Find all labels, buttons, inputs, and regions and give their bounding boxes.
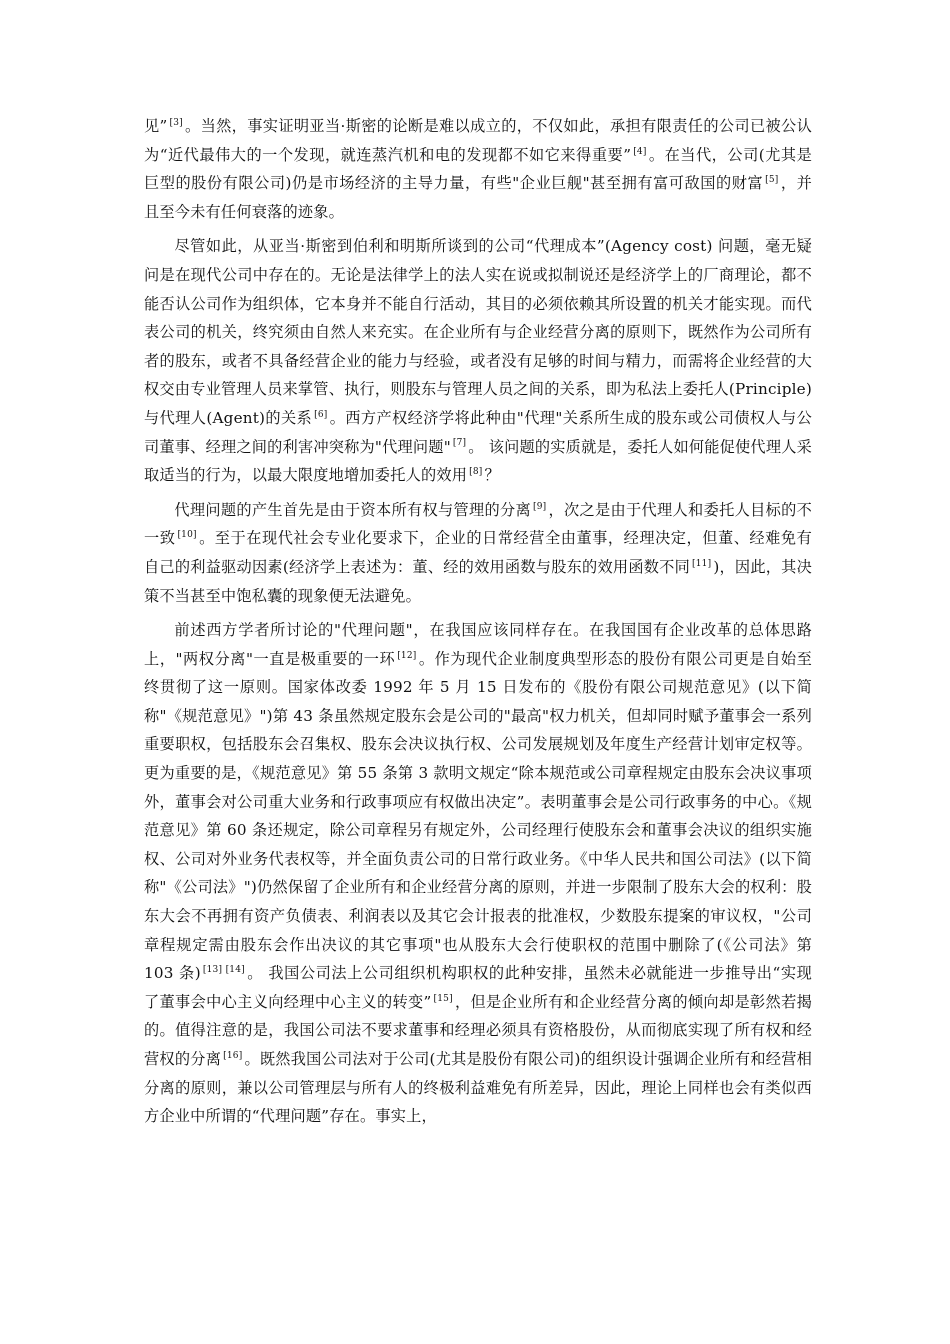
text-run: 。当然，事实证明亚当·斯密的论断是难以成立的，不仅如此，承担有限责任的公司已被公认为“近代最伟大的一个发现，就连蒸汽机和电的发现都不如它来得重要” [144,117,812,164]
text-run: 。 我国公司法上公司组织机构职权的此种安排，虽然未必就能进一步推导出“实现了董事会中心主义向经理中心主义的转变” [144,964,812,1011]
paragraph [144,496,812,610]
text-run: 。西方产权经济学将此种由"代理"关系所生成的股东或公司债权人与公司董事、经理之间的利害冲突称为"代理问题" [144,408,812,456]
citation-ref: [9] [533,501,547,512]
text-run: ，次之是由于代理人和委托人目标的不一致 [144,500,812,548]
text-run: )，因此，其决策不当甚至中饱私囊的现象便无法避免。 [144,557,812,605]
citation-ref: [11] [692,558,712,569]
citation-ref: [8] [469,467,483,478]
text-run: 代理问题的产生首先是由于资本所有权与管理的分离 [174,500,532,519]
citation-ref: [13] [14] [202,965,245,976]
paragraph [144,616,812,1131]
citation-ref: [16] [223,1050,243,1061]
citation-ref: [12] [397,650,417,661]
text-run: ？ [484,466,500,485]
citation-ref: [10] [177,530,197,541]
citation-ref: [3] [169,117,183,128]
text-run: 。在当代，公司(尤其是巨型的股份有限公司)仍是市场经济的主导力量，有些"企业巨舰"甚至拥有富可敌国的财富 [144,145,812,193]
paragraph [144,112,812,226]
citation-ref: [6] [314,409,328,420]
text-run: 。既然我国公司法对于公司(尤其是股份有限公司)的组织设计强调企业所有和经营相分离的原则，兼以公司管理层与所有人的终极利益难免有所差异，因此，理论上同样也会有类似西方企业中所谓的“代理问题”存在。事实上， [144,1050,813,1126]
text-run: ，并且至今未有任何衰落的迹象。 [144,174,812,221]
text-run: 。作为现代企业制度典型形态的股份有限公司更是自始至终贯彻了这一原则。国家体改委 1992 年 5 月 15 日发布的《股份有限公司规范意见》(以下简称"《规范意见》")第 43 条虽然规定股东会是公司的"最高"权力机关，但却同时赋予董事会一系列重要职权，包括股东会召集权、股东会决议执行权、公司发展规划及年度生产经营计划审定权等。更为重要的是，《规范意见》第 55 条第 3 款明文规定“除本规范或公司章程规定由股东会决议事项外，董事会对公司重大业务和行政事项应有权做出决定”。表明董事会是公司行政事务的中心。《规范意见》第 60 条还规定，除公司章程另有规定外，公司经理行使股东会和董事会决议的组织实施权、公司对外业务代表权等，并全面负责公司的日常行政业务。《中华人民共和国公司法》(以下简称"《公司法》")仍然保留了企业所有和企业经营分离的原则，并进一步限制了股东大会的权利：股东大会不再拥有资产负债表、利润表以及其它会计报表的批准权，少数股东提案的审议权，"公司章程规定需由股东会作出决议的其它事项"也从股东大会行使职权的范围中删除了(《公司法》第 103 条) [144,649,813,983]
text-run: 尽管如此，从亚当·斯密到伯利和明斯所谈到的公司“代理成本”(Agency cost) 问题，毫无疑问是在现代公司中存在的。无论是法律学上的法人实在说或拟制说还是经济学上的厂商理论，都不能否认公司作为组织体，它本身并不能自行活动，其目的必须依赖其所设置的机关才能实现。而代表公司的机关，终究须由自然人来充实。在企业所有与企业经营分离的原则下，既然作为公司所有者的股东，或者不具备经营企业的能力与经验，或者没有足够的时间与精力，而需将企业经营的大权交由专业管理人员来掌管、执行，则股东与管理人员之间的关系，即为私法上委托人(Principle)与代理人(Agent)的关系 [144,237,812,427]
document-page [144,112,812,1137]
citation-ref: [4] [633,146,647,157]
text-run: ，但是企业所有和企业经营分离的倾向却是彰然若揭的。值得注意的是，我国公司法不要求董事和经理必须具有资格股份，从而彻底实现了所有权和经营权的分离 [144,992,812,1068]
citation-ref: [7] [452,438,467,449]
citation-ref: [5] [765,175,779,186]
citation-ref: [15] [433,993,453,1004]
text-run: 见” [144,117,168,135]
text-run: 前述西方学者所讨论的"代理问题"，在我国应该同样存在。在我国国有企业改革的总体思路上，"两权分离"一直是极重要的一环 [144,621,812,668]
text-run: 。 该问题的实质就是，委托人如何能促使代理人采取适当的行为，以最大限度地增加委托人的效用 [144,437,813,485]
paragraph [144,232,812,489]
text-run: 。至于在现代社会专业化要求下，企业的日常经营全由董事，经理决定，但董、经难免有自己的利益驱动因素(经济学上表述为：董、经的效用函数与股东的效用函数不同 [144,529,812,576]
